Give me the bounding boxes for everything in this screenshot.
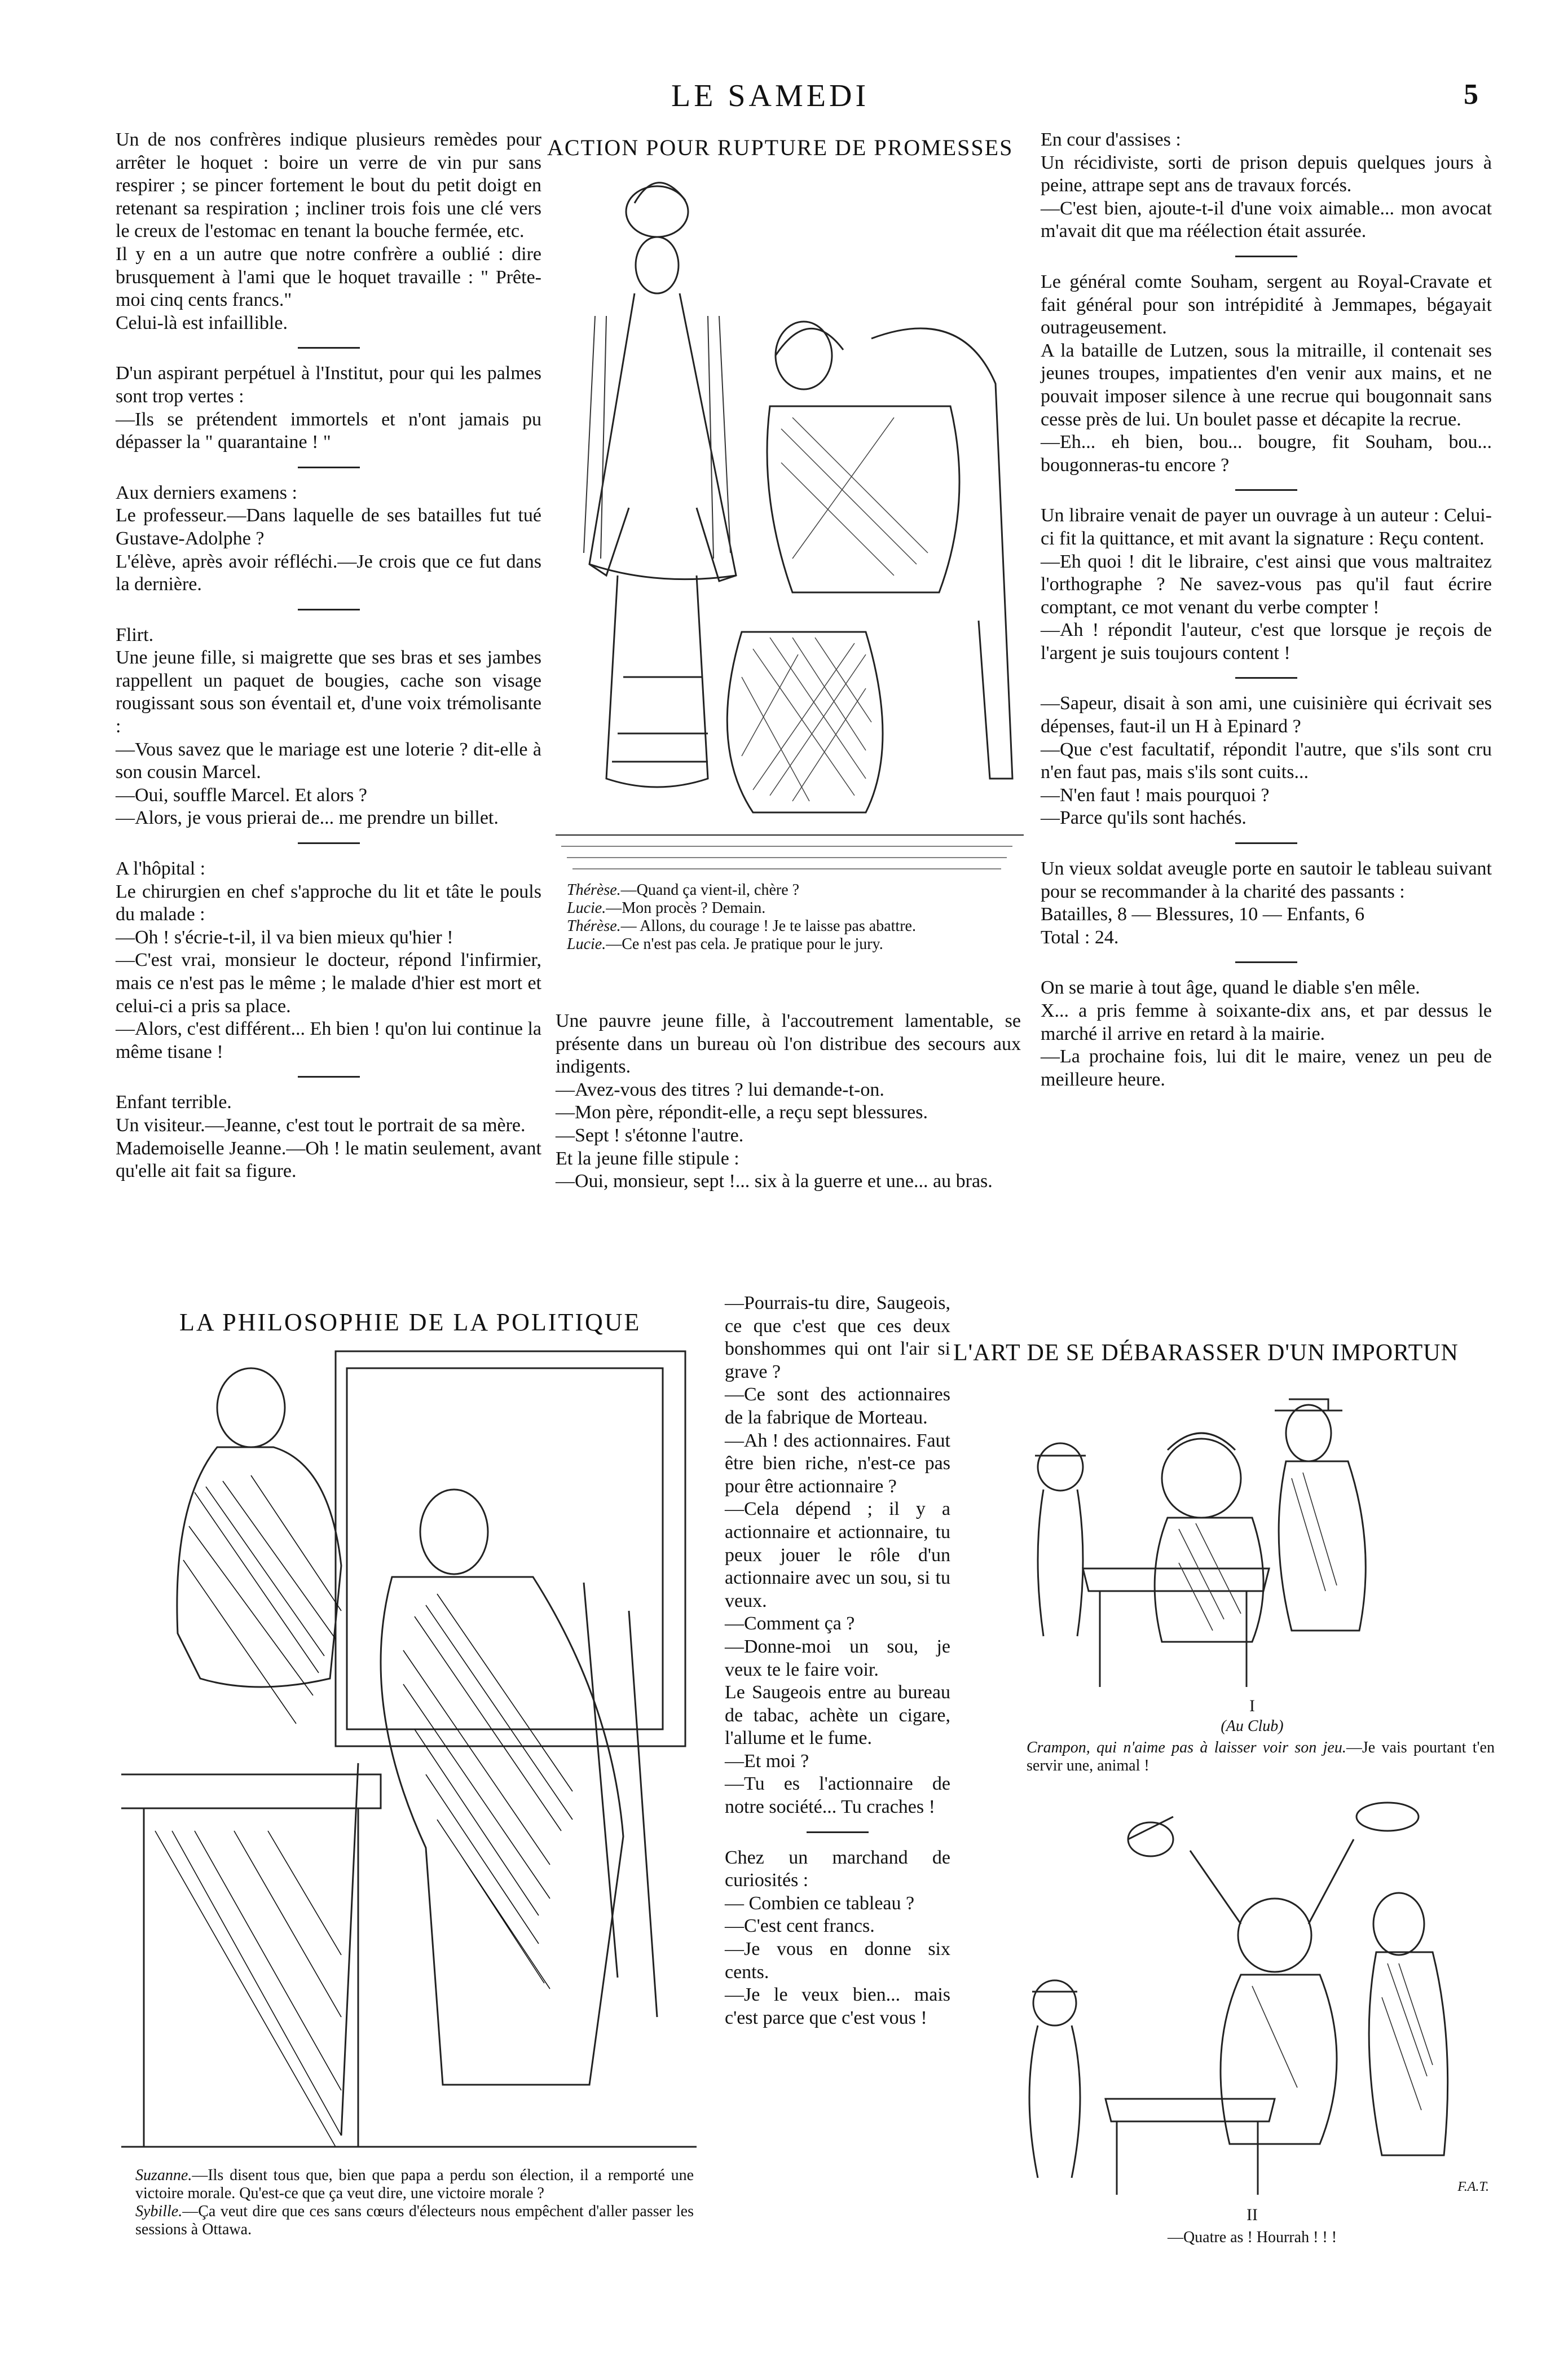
paragraph: Total : 24. — [1041, 926, 1119, 948]
paragraph: —Ce sont des actionnaires de la fabrique de Morteau. — [725, 1384, 950, 1428]
separator-rule — [298, 347, 360, 349]
paragraph: On se marie à tout âge, quand le diable s'en mêle. — [1041, 977, 1420, 999]
paragraph: Un vieux soldat aveugle porte en sautoir le tableau suivant pour se recommander à la charité des passants : — [1041, 858, 1492, 902]
paragraph: Et la jeune fille stipule : — [556, 1148, 739, 1169]
paragraph: —Donne-moi un sou, je veux te le faire voir. — [725, 1636, 950, 1680]
paragraph: —Vous savez que le mariage est une loterie ? dit-elle à son cousin Marcel. — [116, 739, 541, 783]
caption-speaker: Lucie. — [567, 899, 606, 917]
paragraph: —Comment ça ? — [725, 1613, 855, 1635]
heading-importun: L'ART DE SE DÉBARASSER D'UN IMPORTUN — [953, 1340, 1459, 1366]
caption-speaker: Lucie. — [567, 935, 606, 953]
paragraph: D'un aspirant perpétuel à l'Institut, pour qui les palmes sont trop vertes : — [116, 363, 541, 407]
paragraph: —Eh quoi ! dit le libraire, c'est ainsi que vous maltraitez l'orthographe ? Ne savez-vous pas qu'il faut écrire comptant, ce mot venant du verbe compter ! — [1041, 551, 1492, 618]
paragraph: —Alors, je vous prierai de... me prendre un billet. — [116, 807, 499, 829]
caption-philosophie — [135, 2167, 694, 2239]
paragraph: Celui-là est infaillible. — [116, 312, 288, 333]
paragraph: —Sept ! s'étonne l'autre. — [556, 1124, 744, 1146]
paragraph: Un visiteur.—Jeanne, c'est tout le portrait de sa mère. — [116, 1114, 526, 1136]
caption-text: —Ça veut dire que ces sans cœurs d'électeurs nous empêchent d'aller passer les sessions à Ottawa. — [135, 2203, 694, 2238]
illustration-importun-panel2 — [993, 1783, 1500, 2200]
paragraph: —Eh... eh bien, bou... bougre, fit Souham, bou... bougonneras-tu encore ? — [1041, 432, 1492, 476]
separator-rule — [298, 1076, 360, 1078]
panel2-number: II — [1247, 2205, 1258, 2224]
paragraph: Il y en a un autre que notre confrère a oublié : dire brusquement à l'ami que le hoquet travaille : " Prête-moi cinq cents francs." — [116, 243, 541, 311]
separator-rule — [807, 1831, 869, 1833]
separator-rule — [1235, 256, 1297, 257]
page-title: LE SAMEDI — [671, 78, 870, 113]
paragraph: —Oui, monsieur, sept !... six à la guerre et une... au bras. — [556, 1171, 993, 1192]
column-center-text — [556, 1010, 1021, 1193]
panel1-caption-text: —Je vais pourtant t'en servir une, animal ! — [1027, 1739, 1495, 1774]
separator-rule — [298, 842, 360, 844]
separator-rule — [1235, 489, 1297, 491]
paragraph: Un récidiviste, sorti de prison depuis quelques jours à peine, attrape sept ans de travaux forcés. — [1041, 152, 1492, 196]
paragraph: —Ah ! des actionnaires. Faut être bien riche, n'est-ce pas pour être actionnaire ? — [725, 1430, 950, 1497]
paragraph: —Alors, c'est différent... Eh bien ! qu'on lui continue la même tisane ! — [116, 1018, 541, 1062]
caption-text: — Allons, du courage ! Je te laisse pas abattre. — [620, 917, 916, 935]
panel1-place: (Au Club) — [1221, 1717, 1284, 1735]
paragraph: Enfant terrible. — [116, 1092, 232, 1113]
caption-text: —Quand ça vient-il, chère ? — [620, 881, 800, 899]
column-middle-narrow — [725, 1292, 950, 2029]
paragraph: —Pourrais-tu dire, Saugeois, ce que c'est que ces deux bonshommes qui ont l'air si grave ? — [725, 1293, 950, 1382]
paragraph: Batailles, 8 — Blessures, 10 — Enfants, 6 — [1041, 904, 1365, 925]
caption-text: —Ce n'est pas cela. Je pratique pour le jury. — [606, 935, 883, 953]
caption-line — [567, 881, 1012, 899]
caption-text: —Ils disent tous que, bien que papa a perdu son élection, il a remporté une victoire morale. Qu'est-ce que ça veut dire, une victoire morale ? — [135, 2167, 694, 2202]
paragraph: —C'est vrai, monsieur le docteur, répond l'infirmier, mais ce n'est pas le même ; le malade d'hier est mort et celui-ci a pris sa place. — [116, 950, 541, 1017]
paragraph: —Sapeur, disait à son ami, une cuisinière qui écrivait ses dépenses, faut-il un H à Epinard ? — [1041, 693, 1492, 737]
caption-line — [567, 935, 1012, 954]
page-number: 5 — [1464, 78, 1478, 111]
paragraph: —Ah ! répondit l'auteur, c'est que lorsque je reçois de l'argent je suis toujours content ! — [1041, 619, 1492, 664]
panel1-caption — [1027, 1739, 1495, 1775]
paragraph: —Oh ! s'écrie-t-il, il va bien mieux qu'hier ! — [116, 926, 453, 948]
paragraph: —Et moi ? — [725, 1750, 809, 1772]
paragraph: Une jeune fille, si maigrette que ses bras et ses jambes rappellent un paquet de bougies, cache son visage rougissant sous son éventail et, d'une voix trémolisante : — [116, 647, 541, 737]
paragraph: Une pauvre jeune fille, à l'accoutrement lamentable, se présente dans un bureau où l'on distribue des secours aux indigents. — [556, 1010, 1021, 1078]
paragraph: —Je le veux bien... mais c'est parce que c'est vous ! — [725, 1984, 950, 2028]
caption-line — [567, 899, 1012, 917]
illustration-action-rupture — [556, 169, 1024, 880]
caption-action-rupture — [567, 881, 1012, 954]
panel1-number: I — [1249, 1697, 1255, 1715]
paragraph: Aux derniers examens : — [116, 482, 297, 503]
caption-line — [567, 917, 1012, 935]
separator-rule — [1235, 677, 1297, 679]
paragraph: Mademoiselle Jeanne.—Oh ! le matin seulement, avant qu'elle ait fait sa figure. — [116, 1137, 541, 1182]
paragraph: —C'est bien, ajoute-t-il d'une voix aimable... mon avocat m'avait dit que ma réélection était assurée. — [1041, 197, 1492, 242]
panel2-caption: —Quatre as ! Hourrah ! ! ! — [1167, 2229, 1337, 2246]
paragraph: Un libraire venait de payer un ouvrage à un auteur : Celui-ci fit la quittance, et mit avant la signature : Reçu content. — [1041, 505, 1492, 549]
paragraph: X... a pris femme à soixante-dix ans, et par dessus le marché il arrive en retard à la mairie. — [1041, 1000, 1492, 1044]
paragraph: A l'hôpital : — [116, 858, 206, 880]
caption-speaker: Thérèse. — [567, 881, 621, 899]
caption-speaker: Sybille. — [135, 2203, 183, 2220]
paragraph: Un de nos confrères indique plusieurs remèdes pour arrêter le hoquet : boire un verre de vin pur sans respirer ; se pincer fortement le bout du petit doigt en retenant sa respiration ; incliner trois fois une clé vers le creux de l'estomac en tenant la bouche fermée, etc. — [116, 129, 541, 242]
paragraph: Le professeur.—Dans laquelle de ses batailles fut tué Gustave-Adolphe ? — [116, 505, 541, 549]
paragraph: —Ils se prétendent immortels et n'ont jamais pu dépasser la " quarantaine ! " — [116, 408, 541, 453]
paragraph: Flirt. — [116, 624, 154, 645]
heading-action-rupture: ACTION POUR RUPTURE DE PROMESSES — [547, 135, 1014, 160]
paragraph: —N'en faut ! mais pourquoi ? — [1041, 784, 1270, 806]
illustration-philosophie — [121, 1346, 697, 2158]
paragraph: —C'est cent francs. — [725, 1915, 875, 1937]
paragraph: —Cela dépend ; il y a actionnaire et actionnaire, tu peux jouer le rôle d'un actionnaire avec un sou, si tu veux. — [725, 1499, 950, 1611]
caption-speaker: Suzanne. — [135, 2167, 192, 2184]
paragraph: A la bataille de Lutzen, sous la mitraille, il contenait ses jeunes troupes, impatientes d'en venir aux mains, et ne pouvait imposer silence à une recrue qui bougonnait sans cesse près de lui. Un boulet passe et décapite la recrue. — [1041, 340, 1492, 430]
illustration-importun-panel1 — [1010, 1377, 1495, 1693]
paragraph: Le général comte Souham, sergent au Royal-Cravate et fait général pour son intrépidité à Jemmapes, bégayait outrageusement. — [1041, 271, 1492, 339]
caption-text: —Mon procès ? Demain. — [606, 899, 766, 917]
paragraph: Le chirurgien en chef s'approche du lit et tâte le pouls du malade : — [116, 881, 541, 925]
artist-signature: F.A.T. — [1457, 2180, 1489, 2194]
column-left — [116, 129, 541, 1183]
paragraph: —Tu es l'actionnaire de notre société... Tu craches ! — [725, 1773, 950, 1818]
caption-line — [135, 2203, 694, 2239]
column-right — [1041, 129, 1492, 1091]
paragraph: —Mon père, répondit-elle, a reçu sept blessures. — [556, 1102, 928, 1123]
paragraph: —Parce qu'ils sont hachés. — [1041, 807, 1247, 829]
caption-line — [135, 2167, 694, 2203]
paragraph: —Que c'est facultatif, répondit l'autre, que s'ils sont cru n'en faut pas, mais s'ils sont cuits... — [1041, 739, 1492, 783]
caption-speaker: Thérèse. — [567, 917, 621, 935]
separator-rule — [1235, 961, 1297, 963]
separator-rule — [298, 467, 360, 468]
paragraph: Le Saugeois entre au bureau de tabac, achète un cigare, l'allume et le fume. — [725, 1682, 950, 1749]
heading-philosophie: LA PHILOSOPHIE DE LA POLITIQUE — [179, 1308, 641, 1336]
paragraph: En cour d'assises : — [1041, 129, 1181, 150]
paragraph: —Je vous en donne six cents. — [725, 1939, 950, 1983]
paragraph: Chez un marchand de curiosités : — [725, 1847, 950, 1891]
paragraph: —Avez-vous des titres ? lui demande-t-on. — [556, 1079, 884, 1100]
separator-rule — [298, 609, 360, 610]
paragraph: —Oui, souffle Marcel. Et alors ? — [116, 784, 367, 806]
panel1-caption-italic: Crampon, qui n'aime pas à laisser voir son jeu. — [1027, 1739, 1346, 1756]
paragraph: — Combien ce tableau ? — [725, 1892, 915, 1914]
paragraph: —La prochaine fois, lui dit le maire, venez un peu de meilleure heure. — [1041, 1046, 1492, 1090]
paragraph: L'élève, après avoir réfléchi.—Je crois que ce fut dans la dernière. — [116, 551, 541, 595]
separator-rule — [1235, 842, 1297, 844]
